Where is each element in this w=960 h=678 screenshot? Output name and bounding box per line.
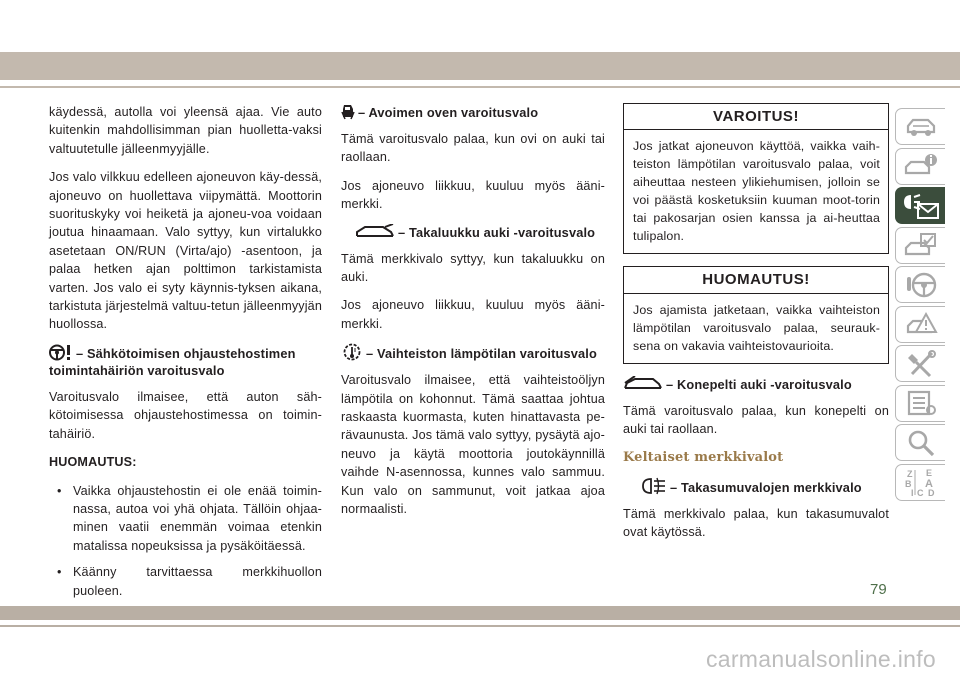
- liftgate-open-icon: [355, 224, 395, 240]
- notice-box: [623, 266, 889, 363]
- column-left: [49, 103, 322, 610]
- paragraph: Varoitusvalo ilmaisee, että vaihteistoöljyn lämpötila on kohonnut. Tämä saattaa johtua raskaasta kuormasta, kuten hinattavasta pe-rävaunusta. Jos tämä valo syttyy, pysäytä ajo-neuvo ja käytä moottoria joutokäynnillä vaihde N-asennossa, kunnes valo sammuu. Kun valo on sammunut, voit jatkaa ajoa normaalisti.: [341, 373, 605, 517]
- tools-icon: [904, 350, 938, 378]
- paragraph: Jos ajoneuvo liikkuu, kuuluu myös ääni-merkki.: [341, 178, 605, 212]
- warning-box: [623, 103, 889, 254]
- tab-index[interactable]: [895, 464, 945, 501]
- paragraph: Tämä varoitusvalo palaa, kun ovi on auki tai raollaan.: [341, 132, 605, 165]
- heading-text: – Vaihteiston lämpötilan varoitusvalo: [366, 346, 597, 362]
- column-middle: [341, 103, 605, 529]
- svg-text:E: E: [925, 468, 932, 478]
- heading-text: – Takaluukku auki -varoitusvalo: [398, 224, 596, 240]
- heading-power-steering: [49, 344, 322, 379]
- hazard-warning-icon: [904, 310, 938, 338]
- door-open-icon: [341, 103, 355, 120]
- list-item: [49, 563, 322, 600]
- paragraph: Jos valo vilkkuu edelleen ajoneuvon käy-dessä, ajoneuvo on huollettava viipymättä. Moottorin suorituskyky voi heiketä ja ajoneu-voa voidaan joutua hinaamaan. Valo syttyy, kun virtalukko asetetaan ON/RUN (Virta/ajo) -asentoon, ja palaa hetken ajan polttimon tarkistamista varten. Jos valo ei syty käynnis-tyksen aikana, tarkistuta järjestelmä valtuu-tetun jälleenmyyjän huollossa.: [49, 170, 322, 332]
- warning-text: Jos jatkat ajoneuvon käyttöä, vaikka vaih-teiston lämpötilan varoitusvalo palaa, voit aiheuttaa nesteen ylikiehumisen, jolloin se voi päästä kosketuksiin kuuman moot-torin tai pakosarjan osien kanssa ja ai-heuttaa tulipalon.: [633, 139, 880, 244]
- tab-car-check[interactable]: [895, 227, 945, 264]
- bottom-band: [0, 606, 960, 620]
- heading-door-open: [341, 103, 605, 121]
- page-number: 79: [870, 581, 887, 598]
- bullet-dot: •: [57, 483, 62, 498]
- section-title: Keltaiset merkkivalot: [623, 449, 784, 465]
- svg-text:C: C: [916, 488, 923, 497]
- top-band: [0, 52, 960, 80]
- list-item-text: Vaikka ohjaustehostin ei ole enää toimin-nassa, autoa voi yhä ohjata. Tällöin ohjaa-minen vaatii enemmän voimaa etenkin matalissa nopeuksissa ja pysäköitäessä.: [73, 483, 322, 553]
- svg-text:A: A: [924, 478, 933, 490]
- heading-hood-open: [623, 376, 889, 393]
- transmission-temperature-icon: [341, 343, 363, 361]
- tab-maintenance[interactable]: [895, 345, 945, 382]
- chapter-tabs: [895, 108, 945, 503]
- list-item: [49, 482, 322, 556]
- watermark: carmanualsonline.info: [705, 646, 936, 672]
- heading-liftgate: [341, 224, 605, 241]
- svg-text:B: B: [904, 479, 911, 489]
- tab-car[interactable]: [895, 108, 945, 145]
- tab-car-info[interactable]: [895, 148, 945, 185]
- tab-specifications[interactable]: [895, 385, 945, 422]
- alphabet-index-icon: [904, 467, 938, 497]
- search-icon: [904, 429, 938, 457]
- hood-open-icon: [623, 376, 663, 392]
- heading-text: – Sähkötoimisen ohjaustehostimen toimintahäiriön varoitusvalo: [49, 345, 296, 378]
- heading-text: – Konepelti auki -varoitusvalo: [666, 376, 852, 392]
- heading-transmission-temp: [341, 343, 605, 362]
- svg-text:D: D: [927, 488, 934, 497]
- column-right: [623, 103, 889, 552]
- notice-title: HUOMAUTUS!: [624, 267, 888, 293]
- paragraph: Tämä varoitusvalo palaa, kun konepelti on auki tai raollaan.: [623, 403, 889, 437]
- specifications-list-icon: [904, 389, 938, 417]
- heading-rear-fog: [623, 477, 889, 496]
- svg-text:I: I: [910, 488, 914, 497]
- bottom-rule: [0, 625, 960, 627]
- heading-text: – Avoimen oven varoitusvalo: [358, 105, 539, 120]
- paragraph: Tämä merkkivalo syttyy, kun takaluukku on auki.: [341, 251, 605, 285]
- paragraph: Tämä merkkivalo palaa, kun takasumuvalot ovat käytössä.: [623, 507, 889, 540]
- paragraph: Varoitusvalo ilmaisee, että auton säh-kötoimisessa ohjaustehostimessa on toimin-tahäiriö.: [49, 389, 322, 441]
- car-icon: [904, 114, 938, 140]
- warning-title: VAROITUS!: [624, 104, 888, 130]
- bullet-list: [49, 482, 322, 600]
- car-check-icon: [904, 232, 938, 258]
- car-info-icon: [904, 153, 938, 179]
- note-label: HUOMAUTUS:: [49, 455, 137, 470]
- heading-text: – Takasumuvalojen merkkivalo: [670, 480, 862, 496]
- list-item-text: Käänny tarvittaessa merkkihuollon puoleen.: [73, 565, 322, 598]
- notice-text: Jos ajamista jatketaan, vaikka vaihteiston lämpötilan varoitusvalo palaa, seurauk-sena on vakavia vaihteistovaurioita.: [633, 302, 880, 353]
- tab-search[interactable]: [895, 424, 945, 461]
- steering-warning-icon: [49, 344, 73, 361]
- top-rule: [0, 86, 960, 88]
- tab-driving[interactable]: [895, 266, 945, 303]
- dashboard-lights-message-icon: [902, 192, 940, 220]
- svg-text:Z: Z: [906, 469, 912, 479]
- rear-fog-light-icon: [641, 477, 667, 495]
- paragraph: Jos ajoneuvo liikkuu, kuuluu myös ääni-merkki.: [341, 298, 605, 331]
- tab-dashboard-lights[interactable]: [895, 187, 945, 224]
- tab-emergency[interactable]: [895, 306, 945, 343]
- paragraph: käydessä, autolla voi yleensä ajaa. Vie auto kuitenkin mahdollisimman pian huolletta-vaksi valtuutetulle jälleenmyyjälle.: [49, 105, 322, 156]
- steering-wheel-icon: [904, 271, 938, 299]
- bullet-dot: •: [57, 565, 62, 580]
